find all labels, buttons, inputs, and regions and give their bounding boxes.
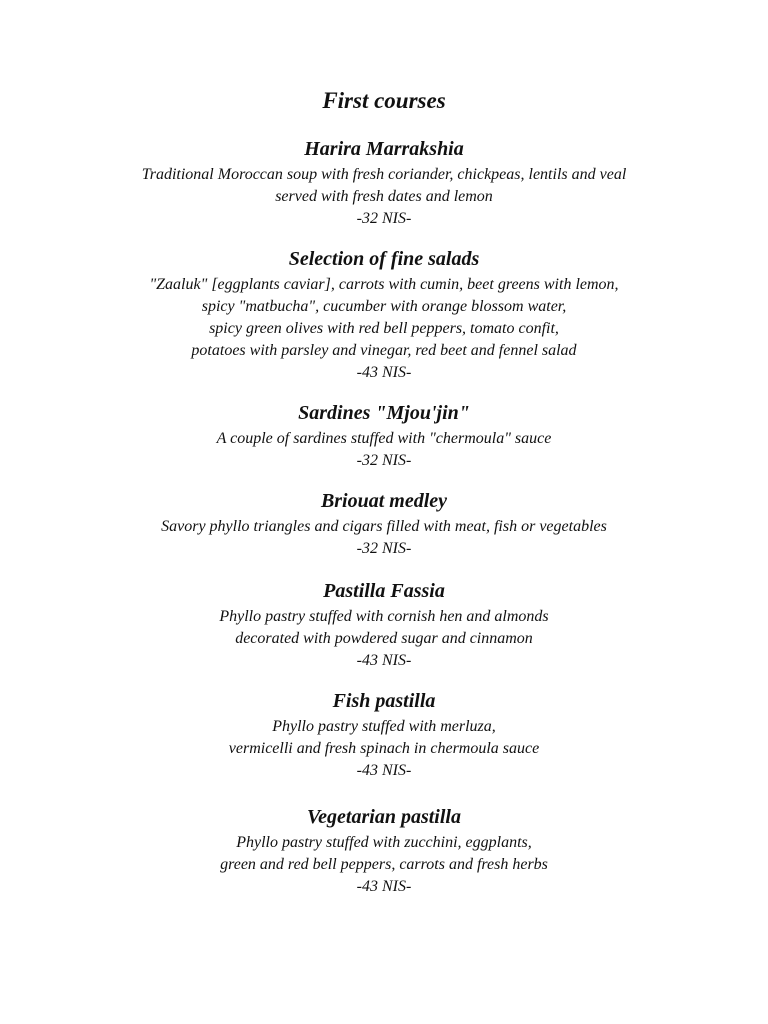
- course-price: -43 NIS-: [356, 652, 412, 669]
- course-description-line: potatoes with parsley and vinegar, red beet and fennel salad: [191, 342, 577, 359]
- course-description-line: Phyllo pastry stuffed with merluza,: [272, 718, 496, 735]
- course-description-line: green and red bell peppers, carrots and fresh herbs: [220, 856, 548, 873]
- course-description-line: Savory phyllo triangles and cigars filled with meat, fish or vegetables: [161, 518, 607, 535]
- course-description-line: Phyllo pastry stuffed with zucchini, eggplants,: [236, 834, 532, 851]
- course-description-line: A couple of sardines stuffed with "chermoula" sauce: [216, 430, 552, 447]
- course-description-line: vermicelli and fresh spinach in chermoula sauce: [228, 740, 540, 757]
- course-description-line: Traditional Moroccan soup with fresh coriander, chickpeas, lentils and veal: [141, 166, 627, 183]
- course-name: Harira Marrakshia: [304, 138, 464, 160]
- course-pastilla-fassia: [0, 578, 768, 672]
- course-description-line: served with fresh dates and lemon: [275, 188, 493, 205]
- menu-title: First courses: [322, 88, 446, 113]
- course-briouat: [0, 488, 768, 560]
- course-sardines: [0, 400, 768, 472]
- course-harira: [0, 136, 768, 230]
- course-description-line: spicy "matbucha", cucumber with orange blossom water,: [201, 298, 567, 315]
- course-fish-pastilla: [0, 688, 768, 782]
- course-description-line: spicy green olives with red bell peppers, tomato confit,: [209, 320, 559, 337]
- course-price: -43 NIS-: [356, 878, 412, 895]
- course-description-line: "Zaaluk" [eggplants caviar], carrots with cumin, beet greens with lemon,: [149, 276, 619, 293]
- course-vegetarian-pastilla: [0, 804, 768, 898]
- course-name: Pastilla Fassia: [323, 580, 445, 602]
- course-price: -43 NIS-: [356, 762, 412, 779]
- course-name: Vegetarian pastilla: [307, 806, 461, 828]
- course-description-line: Phyllo pastry stuffed with cornish hen and almonds: [219, 608, 549, 625]
- course-salads: [0, 246, 768, 384]
- course-price: -32 NIS-: [356, 540, 412, 557]
- course-price: -32 NIS-: [356, 452, 412, 469]
- course-name: Selection of fine salads: [288, 248, 480, 270]
- course-name: Fish pastilla: [332, 690, 436, 712]
- course-name: Briouat medley: [320, 490, 448, 512]
- course-name: Sardines "Mjou'jin": [298, 402, 470, 424]
- course-price: -43 NIS-: [356, 364, 412, 381]
- course-description-line: decorated with powdered sugar and cinnamon: [235, 630, 533, 647]
- course-price: -32 NIS-: [356, 210, 412, 227]
